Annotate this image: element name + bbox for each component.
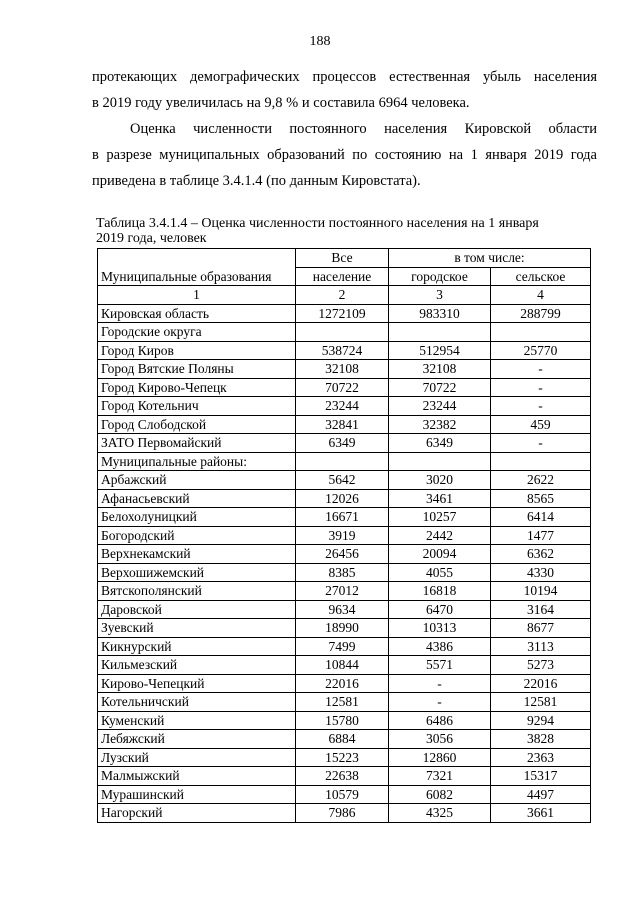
municipality-cell: Малмыжский — [98, 767, 296, 786]
municipality-cell: Арбажский — [98, 471, 296, 490]
total-cell: 26456 — [296, 545, 389, 564]
total-cell: 12581 — [296, 693, 389, 712]
rural-cell: - — [491, 378, 591, 397]
header-row — [98, 249, 591, 268]
rural-cell: 25770 — [491, 341, 591, 360]
table-row — [98, 378, 591, 397]
total-cell: 10844 — [296, 656, 389, 675]
rural-cell: - — [491, 434, 591, 453]
numbering-row — [98, 286, 591, 305]
table-row — [98, 489, 591, 508]
table-row — [98, 452, 591, 471]
rural-cell — [491, 452, 591, 471]
urban-cell: 10313 — [389, 619, 491, 638]
rural-cell: 12581 — [491, 693, 591, 712]
urban-cell: 3461 — [389, 489, 491, 508]
municipality-cell: ЗАТО Первомайский — [98, 434, 296, 453]
rural-cell: 288799 — [491, 304, 591, 323]
total-cell: 538724 — [296, 341, 389, 360]
rural-cell: 2363 — [491, 748, 591, 767]
rural-cell: 4330 — [491, 563, 591, 582]
column-number: 4 — [491, 286, 591, 305]
municipality-cell: Куменский — [98, 711, 296, 730]
municipality-cell: Богородский — [98, 526, 296, 545]
rural-cell: - — [491, 397, 591, 416]
urban-cell: 3056 — [389, 730, 491, 749]
urban-cell: 2442 — [389, 526, 491, 545]
urban-cell: 4325 — [389, 804, 491, 823]
total-cell: 22638 — [296, 767, 389, 786]
municipality-cell: Городские округа — [98, 323, 296, 342]
rural-cell: 3828 — [491, 730, 591, 749]
table-row — [98, 767, 591, 786]
municipality-cell: Кировская область — [98, 304, 296, 323]
table-row — [98, 526, 591, 545]
total-cell: 8385 — [296, 563, 389, 582]
total-cell: 32108 — [296, 360, 389, 379]
table-row — [98, 582, 591, 601]
table-caption — [96, 216, 596, 246]
page-number: 188 — [309, 34, 331, 49]
table-row — [98, 415, 591, 434]
table-row — [98, 693, 591, 712]
paragraph-1 — [92, 64, 597, 116]
urban-cell: 6470 — [389, 600, 491, 619]
table-row — [98, 785, 591, 804]
table-row — [98, 730, 591, 749]
column-number: 1 — [98, 286, 296, 305]
column-number: 3 — [389, 286, 491, 305]
urban-cell — [389, 452, 491, 471]
municipality-cell: Зуевский — [98, 619, 296, 638]
header-rural: сельское — [491, 267, 591, 286]
rural-cell: 9294 — [491, 711, 591, 730]
table-row — [98, 674, 591, 693]
caption-line: Таблица 3.4.1.4 – Оценка численности постоянного населения на 1 января — [96, 216, 539, 231]
municipality-cell: Мурашинский — [98, 785, 296, 804]
urban-cell: 3020 — [389, 471, 491, 490]
rural-cell: 15317 — [491, 767, 591, 786]
urban-cell: 6349 — [389, 434, 491, 453]
urban-cell: 32108 — [389, 360, 491, 379]
total-cell: 16671 — [296, 508, 389, 527]
urban-cell: 7321 — [389, 767, 491, 786]
rural-cell: 6414 — [491, 508, 591, 527]
total-cell: 22016 — [296, 674, 389, 693]
table-row — [98, 711, 591, 730]
total-cell: 15223 — [296, 748, 389, 767]
total-cell: 15780 — [296, 711, 389, 730]
table-row — [98, 804, 591, 823]
municipality-cell: Котельничский — [98, 693, 296, 712]
urban-cell: - — [389, 674, 491, 693]
urban-cell: 6486 — [389, 711, 491, 730]
table-row — [98, 341, 591, 360]
total-cell: 6349 — [296, 434, 389, 453]
municipality-cell: Кирово-Чепецкий — [98, 674, 296, 693]
rural-cell: - — [491, 360, 591, 379]
table-row — [98, 563, 591, 582]
urban-cell: 12860 — [389, 748, 491, 767]
total-cell: 6884 — [296, 730, 389, 749]
total-cell: 7986 — [296, 804, 389, 823]
rural-cell: 459 — [491, 415, 591, 434]
rural-cell: 6362 — [491, 545, 591, 564]
rural-cell — [491, 323, 591, 342]
table-row — [98, 434, 591, 453]
table-row — [98, 656, 591, 675]
rural-cell: 3661 — [491, 804, 591, 823]
urban-cell: 4386 — [389, 637, 491, 656]
municipality-cell: Верхошижемский — [98, 563, 296, 582]
header-total-line2: население — [296, 267, 389, 286]
urban-cell: - — [389, 693, 491, 712]
total-cell: 27012 — [296, 582, 389, 601]
table-row — [98, 360, 591, 379]
municipality-cell: Муниципальные районы: — [98, 452, 296, 471]
rural-cell: 2622 — [491, 471, 591, 490]
rural-cell: 8565 — [491, 489, 591, 508]
total-cell: 18990 — [296, 619, 389, 638]
municipality-cell: Нагорский — [98, 804, 296, 823]
header-urban: городское — [389, 267, 491, 286]
rural-cell: 4497 — [491, 785, 591, 804]
municipality-cell: Афанасьевский — [98, 489, 296, 508]
header-total-line1: Все — [296, 249, 389, 268]
municipality-cell: Город Кирово-Чепецк — [98, 378, 296, 397]
municipality-cell: Кильмезский — [98, 656, 296, 675]
table-row — [98, 619, 591, 638]
municipality-cell: Город Киров — [98, 341, 296, 360]
rural-cell: 10194 — [491, 582, 591, 601]
rural-cell: 3113 — [491, 637, 591, 656]
caption-line: 2019 года, человек — [96, 231, 207, 246]
urban-cell: 6082 — [389, 785, 491, 804]
urban-cell: 983310 — [389, 304, 491, 323]
municipality-cell: Лебяжский — [98, 730, 296, 749]
total-cell — [296, 452, 389, 471]
urban-cell: 512954 — [389, 341, 491, 360]
municipality-cell: Город Слободской — [98, 415, 296, 434]
total-cell: 1272109 — [296, 304, 389, 323]
total-cell: 32841 — [296, 415, 389, 434]
municipality-cell: Город Котельнич — [98, 397, 296, 416]
paragraph-line: приведена в таблице 3.4.1.4 (по данным Кировстата). — [92, 173, 421, 189]
urban-cell: 20094 — [389, 545, 491, 564]
urban-cell — [389, 323, 491, 342]
paragraph-line: в разрезе муниципальных образований по состоянию на 1 января 2019 года — [92, 147, 597, 163]
rural-cell: 5273 — [491, 656, 591, 675]
paragraph-line: в 2019 году увеличилась на 9,8 % и составила 6964 человека. — [92, 95, 470, 111]
total-cell: 9634 — [296, 600, 389, 619]
paragraph-2 — [92, 116, 597, 194]
total-cell: 5642 — [296, 471, 389, 490]
urban-cell: 16818 — [389, 582, 491, 601]
rural-cell: 1477 — [491, 526, 591, 545]
table-row — [98, 323, 591, 342]
urban-cell: 10257 — [389, 508, 491, 527]
urban-cell: 5571 — [389, 656, 491, 675]
rural-cell: 8677 — [491, 619, 591, 638]
header-group: в том числе: — [389, 249, 591, 268]
table-row — [98, 637, 591, 656]
municipality-cell: Даровской — [98, 600, 296, 619]
total-cell: 10579 — [296, 785, 389, 804]
table-row — [98, 471, 591, 490]
municipality-cell: Белохолуницкий — [98, 508, 296, 527]
total-cell — [296, 323, 389, 342]
municipality-cell: Лузский — [98, 748, 296, 767]
total-cell: 12026 — [296, 489, 389, 508]
total-cell: 3919 — [296, 526, 389, 545]
total-cell: 23244 — [296, 397, 389, 416]
total-cell: 7499 — [296, 637, 389, 656]
municipality-cell: Кикнурский — [98, 637, 296, 656]
table-row — [98, 304, 591, 323]
table-row — [98, 397, 591, 416]
urban-cell: 70722 — [389, 378, 491, 397]
total-cell: 70722 — [296, 378, 389, 397]
urban-cell: 23244 — [389, 397, 491, 416]
municipality-cell: Вятскополянский — [98, 582, 296, 601]
table-row — [98, 508, 591, 527]
municipality-cell: Город Вятские Поляны — [98, 360, 296, 379]
paragraph-line: Оценка численности постоянного населения Кировской области — [130, 121, 597, 137]
header-municipality: Муниципальные образования — [98, 249, 296, 286]
rural-cell: 22016 — [491, 674, 591, 693]
municipality-cell: Верхнекамский — [98, 545, 296, 564]
rural-cell: 3164 — [491, 600, 591, 619]
population-table — [97, 248, 591, 823]
urban-cell: 4055 — [389, 563, 491, 582]
table-row — [98, 600, 591, 619]
table-row — [98, 748, 591, 767]
table-row — [98, 545, 591, 564]
paragraph-line: протекающих демографических процессов естественная убыль населения — [92, 69, 597, 85]
urban-cell: 32382 — [389, 415, 491, 434]
column-number: 2 — [296, 286, 389, 305]
